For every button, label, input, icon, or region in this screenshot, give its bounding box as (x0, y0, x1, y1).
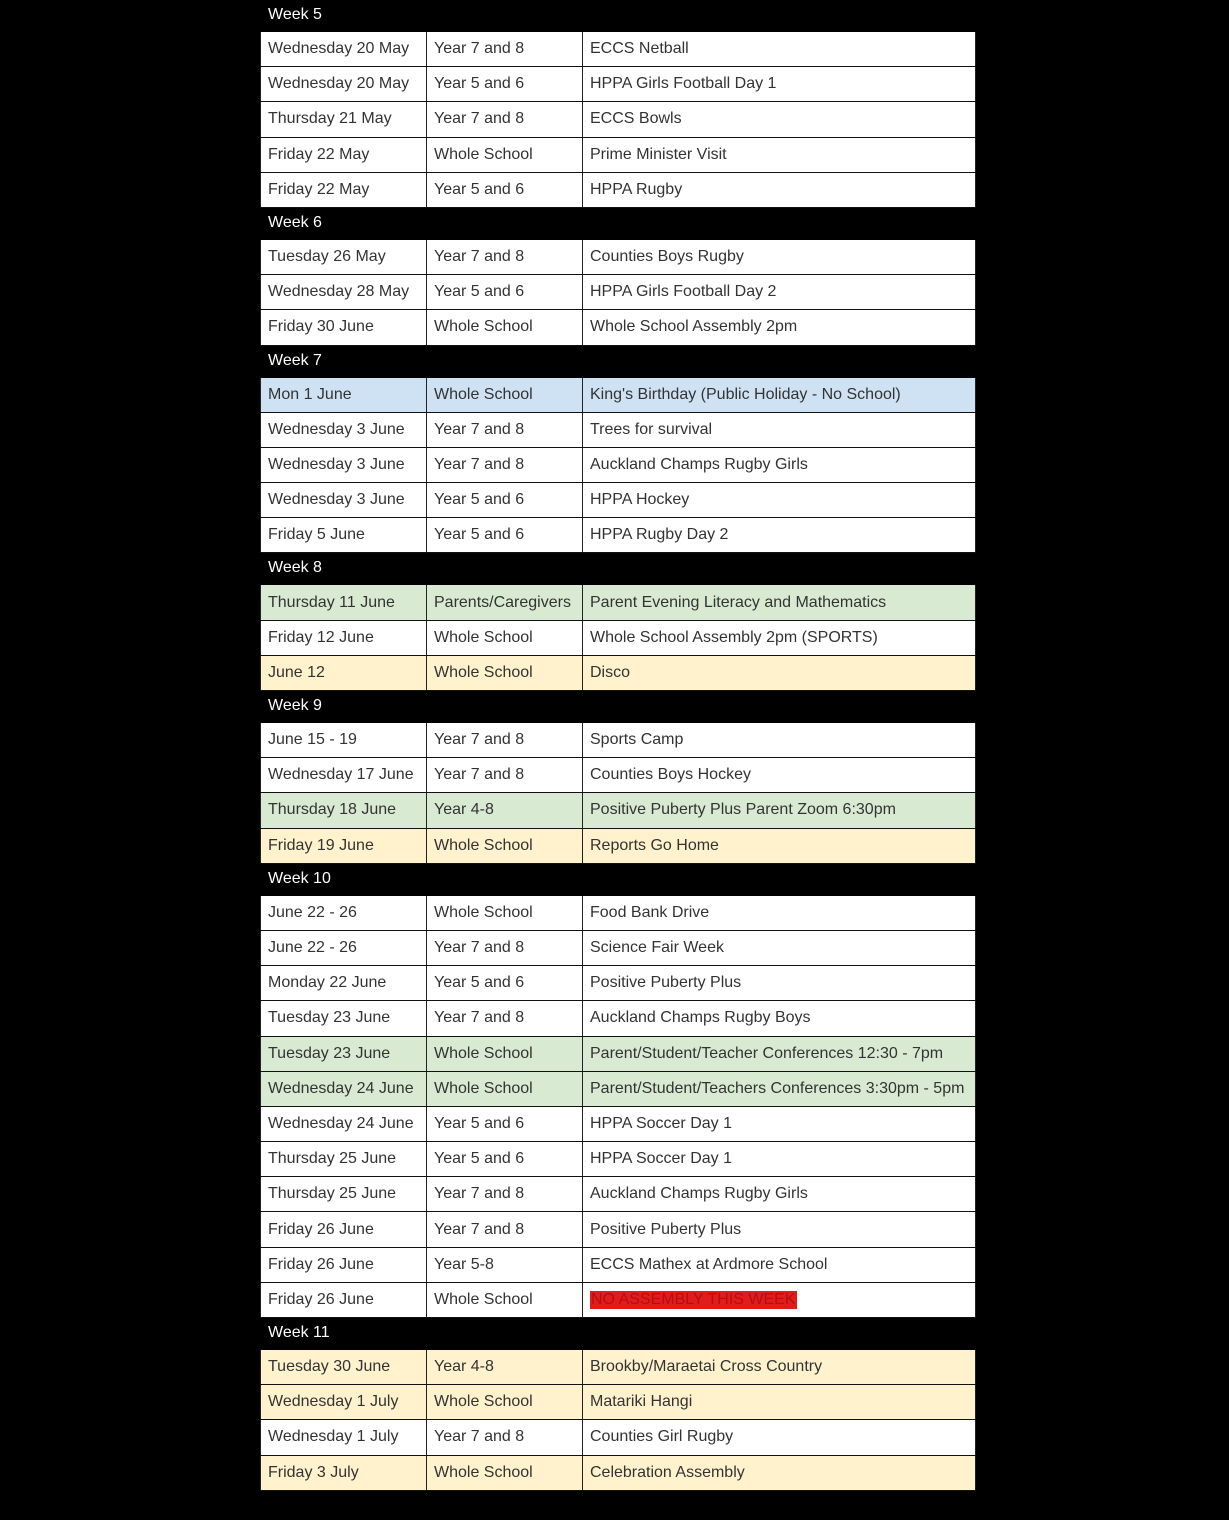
group-cell: Year 5 and 6 (427, 1107, 583, 1141)
group-cell: Whole School (427, 378, 583, 412)
event-cell: Disco (583, 656, 976, 690)
event-cell: Reports Go Home (583, 829, 976, 863)
group-cell: Year 7 and 8 (427, 448, 583, 482)
group-cell: Year 5 and 6 (427, 67, 583, 101)
table-row (260, 1072, 976, 1107)
table-row (260, 1420, 976, 1455)
table-row (260, 829, 976, 864)
event-cell: ECCS Bowls (583, 102, 976, 136)
group-cell: Whole School (427, 656, 583, 690)
table-row (260, 758, 976, 793)
table-row (260, 518, 976, 553)
group-cell: Whole School (427, 1456, 583, 1490)
table-row (260, 1283, 976, 1318)
date-cell: June 15 - 19 (260, 723, 427, 757)
table-row (260, 240, 976, 275)
table-row (260, 1177, 976, 1212)
date-cell: Mon 1 June (260, 378, 427, 412)
group-cell: Year 7 and 8 (427, 931, 583, 965)
table-row (260, 723, 976, 758)
date-cell: Thursday 25 June (260, 1142, 427, 1176)
group-cell: Whole School (427, 621, 583, 655)
event-cell: Whole School Assembly 2pm (SPORTS) (583, 621, 976, 655)
date-cell: Thursday 18 June (260, 793, 427, 827)
table-row (260, 1248, 976, 1283)
group-cell: Year 7 and 8 (427, 758, 583, 792)
group-cell: Year 5 and 6 (427, 275, 583, 309)
event-cell: HPPA Soccer Day 1 (583, 1107, 976, 1141)
date-cell: Friday 3 July (260, 1456, 427, 1490)
table-row (260, 413, 976, 448)
group-cell: Year 7 and 8 (427, 1177, 583, 1211)
event-cell: HPPA Rugby (583, 173, 976, 207)
table-row (260, 931, 976, 966)
table-row (260, 483, 976, 518)
event-cell: Celebration Assembly (583, 1456, 976, 1490)
date-cell: Wednesday 20 May (260, 32, 427, 66)
group-cell: Year 5-8 (427, 1248, 583, 1282)
event-cell: HPPA Rugby Day 2 (583, 518, 976, 552)
group-cell: Whole School (427, 1037, 583, 1071)
week-header: Week 11 (260, 1318, 976, 1350)
table-row (260, 1107, 976, 1142)
event-cell: ECCS Mathex at Ardmore School (583, 1248, 976, 1282)
date-cell: Wednesday 3 June (260, 448, 427, 482)
week-header: Week 10 (260, 864, 976, 896)
table-row (260, 32, 976, 67)
date-cell: Wednesday 20 May (260, 67, 427, 101)
group-cell: Year 5 and 6 (427, 966, 583, 1000)
date-cell: Friday 22 May (260, 173, 427, 207)
date-cell: Friday 26 June (260, 1212, 427, 1246)
date-cell: Friday 26 June (260, 1248, 427, 1282)
date-cell: Monday 22 June (260, 966, 427, 1000)
event-cell: Auckland Champs Rugby Boys (583, 1001, 976, 1035)
date-cell: Wednesday 1 July (260, 1385, 427, 1419)
date-cell: June 22 - 26 (260, 896, 427, 930)
group-cell: Year 7 and 8 (427, 102, 583, 136)
event-cell: Positive Puberty Plus (583, 966, 976, 1000)
date-cell: Thursday 25 June (260, 1177, 427, 1211)
group-cell: Year 7 and 8 (427, 1001, 583, 1035)
group-cell: Year 7 and 8 (427, 413, 583, 447)
table-row (260, 966, 976, 1001)
date-cell: Wednesday 24 June (260, 1107, 427, 1141)
event-cell: King's Birthday (Public Holiday - No School) (583, 378, 976, 412)
group-cell: Parents/Caregivers (427, 585, 583, 619)
group-cell: Year 5 and 6 (427, 483, 583, 517)
group-cell: Whole School (427, 138, 583, 172)
date-cell: Wednesday 3 June (260, 483, 427, 517)
table-row (260, 138, 976, 173)
table-row (260, 448, 976, 483)
table-row (260, 585, 976, 620)
event-cell: Parent Evening Literacy and Mathematics (583, 585, 976, 619)
event-cell: Food Bank Drive (583, 896, 976, 930)
event-cell: Parent/Student/Teachers Conferences 3:30pm - 5pm (583, 1072, 976, 1106)
group-cell: Year 7 and 8 (427, 32, 583, 66)
table-row (260, 378, 976, 413)
date-cell: Thursday 11 June (260, 585, 427, 619)
date-cell: Wednesday 1 July (260, 1420, 427, 1454)
group-cell: Year 5 and 6 (427, 518, 583, 552)
group-cell: Year 4-8 (427, 1350, 583, 1384)
event-cell: HPPA Hockey (583, 483, 976, 517)
group-cell: Whole School (427, 310, 583, 344)
event-cell: Science Fair Week (583, 931, 976, 965)
table-row (260, 1037, 976, 1072)
event-cell: Trees for survival (583, 413, 976, 447)
table-row (260, 67, 976, 102)
event-cell: Counties Girl Rugby (583, 1420, 976, 1454)
event-cell: Prime Minister Visit (583, 138, 976, 172)
table-row (260, 1385, 976, 1420)
group-cell: Year 4-8 (427, 793, 583, 827)
event-cell: Whole School Assembly 2pm (583, 310, 976, 344)
table-row (260, 1142, 976, 1177)
schedule-table (260, 0, 976, 1491)
event-cell: HPPA Girls Football Day 2 (583, 275, 976, 309)
table-row (260, 275, 976, 310)
group-cell: Year 5 and 6 (427, 1142, 583, 1176)
group-cell: Year 7 and 8 (427, 1212, 583, 1246)
date-cell: June 22 - 26 (260, 931, 427, 965)
date-cell: Friday 30 June (260, 310, 427, 344)
table-row (260, 621, 976, 656)
date-cell: Friday 22 May (260, 138, 427, 172)
event-cell: Positive Puberty Plus (583, 1212, 976, 1246)
table-row (260, 1212, 976, 1247)
date-cell: June 12 (260, 656, 427, 690)
week-header: Week 9 (260, 691, 976, 723)
date-cell: Friday 12 June (260, 621, 427, 655)
group-cell: Whole School (427, 1283, 583, 1317)
date-cell: Friday 19 June (260, 829, 427, 863)
table-row (260, 656, 976, 691)
date-cell: Tuesday 30 June (260, 1350, 427, 1384)
group-cell: Whole School (427, 1072, 583, 1106)
event-cell (583, 1283, 976, 1317)
table-row (260, 310, 976, 345)
event-cell: Auckland Champs Rugby Girls (583, 448, 976, 482)
table-row (260, 1350, 976, 1385)
date-cell: Wednesday 24 June (260, 1072, 427, 1106)
group-cell: Year 7 and 8 (427, 1420, 583, 1454)
event-cell: Sports Camp (583, 723, 976, 757)
event-cell: Counties Boys Rugby (583, 240, 976, 274)
week-header: Week 6 (260, 208, 976, 240)
table-row (260, 173, 976, 208)
date-cell: Wednesday 3 June (260, 413, 427, 447)
group-cell: Whole School (427, 896, 583, 930)
week-header: Week 8 (260, 553, 976, 585)
date-cell: Friday 5 June (260, 518, 427, 552)
group-cell: Whole School (427, 1385, 583, 1419)
event-cell: Matariki Hangi (583, 1385, 976, 1419)
week-header: Week 7 (260, 346, 976, 378)
event-cell: HPPA Girls Football Day 1 (583, 67, 976, 101)
table-row (260, 1456, 976, 1491)
group-cell: Year 7 and 8 (427, 723, 583, 757)
event-cell: Counties Boys Hockey (583, 758, 976, 792)
week-header: Week 5 (260, 0, 976, 32)
group-cell: Year 7 and 8 (427, 240, 583, 274)
event-cell: Positive Puberty Plus Parent Zoom 6:30pm (583, 793, 976, 827)
table-row (260, 102, 976, 137)
date-cell: Tuesday 23 June (260, 1001, 427, 1035)
group-cell: Year 5 and 6 (427, 173, 583, 207)
date-cell: Wednesday 28 May (260, 275, 427, 309)
date-cell: Tuesday 26 May (260, 240, 427, 274)
event-cell: Auckland Champs Rugby Girls (583, 1177, 976, 1211)
event-cell: Parent/Student/Teacher Conferences 12:30 - 7pm (583, 1037, 976, 1071)
alert-highlight: NO ASSEMBLY THIS WEEK (591, 1290, 796, 1308)
event-cell: Brookby/Maraetai Cross Country (583, 1350, 976, 1384)
date-cell: Tuesday 23 June (260, 1037, 427, 1071)
event-cell: ECCS Netball (583, 32, 976, 66)
date-cell: Thursday 21 May (260, 102, 427, 136)
date-cell: Friday 26 June (260, 1283, 427, 1317)
date-cell: Wednesday 17 June (260, 758, 427, 792)
group-cell: Whole School (427, 829, 583, 863)
table-row (260, 896, 976, 931)
event-cell: HPPA Soccer Day 1 (583, 1142, 976, 1176)
table-row (260, 793, 976, 828)
table-row (260, 1001, 976, 1036)
